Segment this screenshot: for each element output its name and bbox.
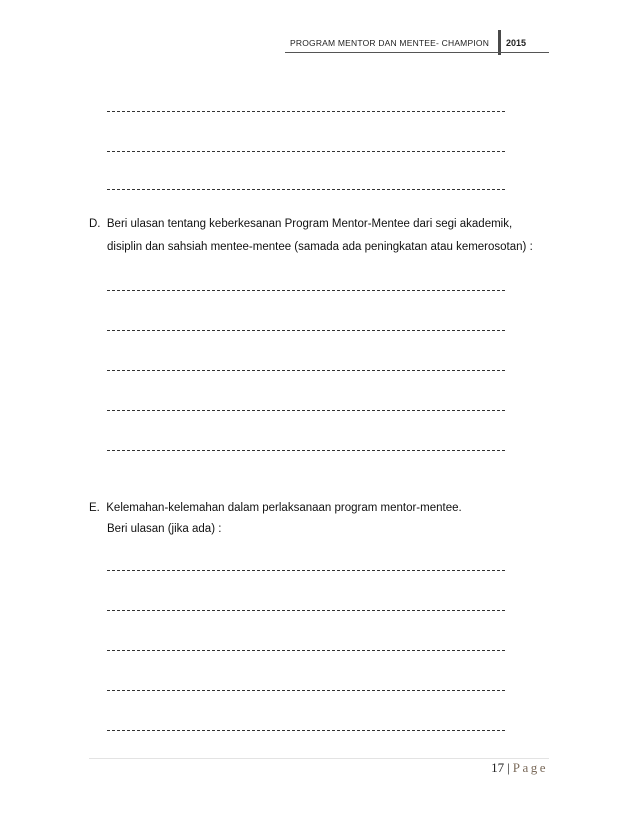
answer-line (107, 690, 505, 691)
page-number: 17 (491, 760, 505, 775)
section-e-line1: Kelemahan-kelemahan dalam perlaksanaan program mentor-mentee. (106, 502, 462, 514)
answer-line (107, 290, 505, 291)
answer-line (107, 450, 505, 451)
section-e-line2: Beri ulasan (jika ada) : (107, 523, 222, 535)
answer-line (107, 151, 505, 152)
answer-line (107, 570, 505, 571)
section-d-label: D. (89, 218, 101, 230)
answer-line (107, 650, 505, 651)
header-title: PROGRAM MENTOR DAN MENTEE- CHAMPION (290, 38, 490, 48)
answer-line (107, 410, 505, 411)
page-word: Page (512, 760, 548, 775)
answer-line (107, 370, 505, 371)
answer-line (107, 189, 505, 190)
footer-rule (89, 758, 549, 759)
answer-line (107, 610, 505, 611)
footer-separator: | (507, 760, 510, 775)
answer-line (107, 330, 505, 331)
answer-line (107, 730, 505, 731)
page-footer (491, 760, 548, 776)
section-d-line2: disiplin dan sahsiah mentee-mentee (samada ada peningkatan atau kemerosotan) : (107, 241, 533, 253)
section-d-heading (89, 218, 512, 230)
header-year: 2015 (506, 38, 527, 48)
section-e-heading (89, 502, 462, 514)
section-d-line1: Beri ulasan tentang keberkesanan Program Mentor-Mentee dari segi akademik, (106, 218, 513, 230)
section-e-label: E. (89, 502, 100, 514)
header-rule (285, 52, 549, 53)
answer-line (107, 111, 505, 112)
